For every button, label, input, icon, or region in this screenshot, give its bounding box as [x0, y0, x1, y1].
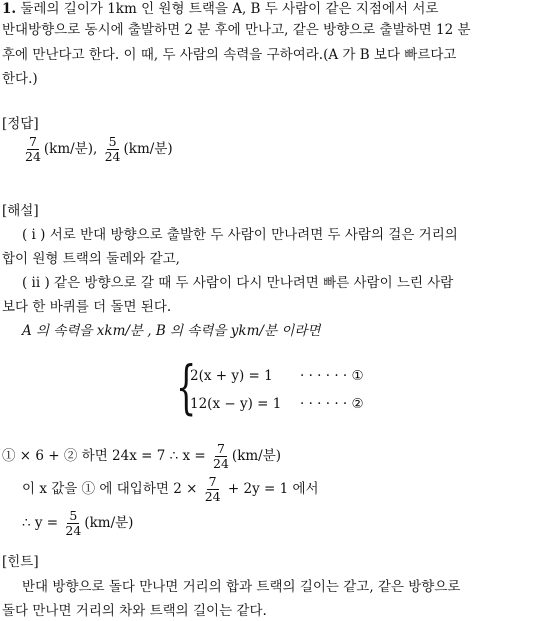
problem-line-3: 후에 만난다고 한다. 이 때, 두 사람의 속력을 구하여라.(A 가 B 보다 빠르다고 [2, 47, 457, 63]
hint-label: [힌트] [2, 554, 39, 570]
problem-line-2: 반대방향으로 동시에 출발하면 2 분 후에 만나고, 같은 방향으로 출발하면 12 분 [2, 22, 471, 38]
equation-1-tag: · · · · · · ① [300, 368, 364, 384]
left-brace: { [176, 353, 197, 421]
problem-line-1 [2, 0, 438, 18]
answer-unit-1: (km/분), [43, 141, 98, 157]
answer-line [22, 134, 173, 164]
equation-1: 2(x + y) = 1 · · · · · · ① [190, 368, 364, 384]
equation-2: 12(x − y) = 1 · · · · · · ② [190, 396, 364, 412]
solution-i-line-2: 합이 원형 트랙의 둘레와 같고, [2, 251, 180, 267]
problem-number: 1. [2, 1, 17, 17]
answer-unit-2: (km/분) [123, 141, 173, 157]
solution-label: [해설] [2, 203, 39, 219]
solution-step-1: ① × 6 + ② 하면 24x = 7 ∴ x = $\frac{7}{24}$ (km/분) [2, 440, 282, 471]
hint-line-1: 반대 방향으로 돌다 만나면 거리의 합과 트랙의 길이는 같고, 같은 방향으로 [22, 579, 461, 595]
solution-ii-line-1: ( ii ) 같은 방향으로 갈 때 두 사람이 다시 만나려면 빠른 사람이 느린 사람 [22, 275, 454, 291]
solution-step-3: ∴ y = $\frac{5}{24}$ (km/분) [22, 507, 134, 538]
solution-ii-line-2: 보다 한 바퀴를 더 돌면 된다. [2, 299, 172, 315]
answer-label: [정답] [2, 116, 39, 132]
equation-system [176, 353, 376, 422]
step-1-fraction: $\frac{7}{24}$ [213, 440, 229, 471]
hint-line-2: 돌다 만나면 거리의 차와 트랙의 길이는 같다. [2, 603, 267, 619]
solution-step-2: 이 x 값을 ① 에 대입하면 2 × $\frac{7}{24}$ + 2y = 1 에서 [22, 473, 319, 504]
solution-i-line-1: ( i ) 서로 반대 방향으로 출발한 두 사람이 만나려면 두 사람의 걸은 거리의 [22, 227, 458, 243]
answer-fraction-2: $\frac{5}{24}$ [104, 133, 121, 164]
problem-line-4: 한다.) [2, 71, 38, 87]
step-2-fraction: $\frac{7}{24}$ [204, 473, 221, 504]
equation-2-tag: · · · · · · ② [300, 396, 364, 412]
step-3-fraction: $\frac{5}{24}$ [65, 507, 82, 538]
answer-fraction-1: $\frac{7}{24}$ [25, 133, 41, 164]
solution-let-line: A 의 속력을 xkm/분 , B 의 속력을 ykm/분 이라면 [22, 323, 321, 339]
problem-text-1: 둘레의 길이가 1km 인 원형 트랙을 A, B 두 사람이 같은 지점에서 서로 [20, 1, 439, 17]
